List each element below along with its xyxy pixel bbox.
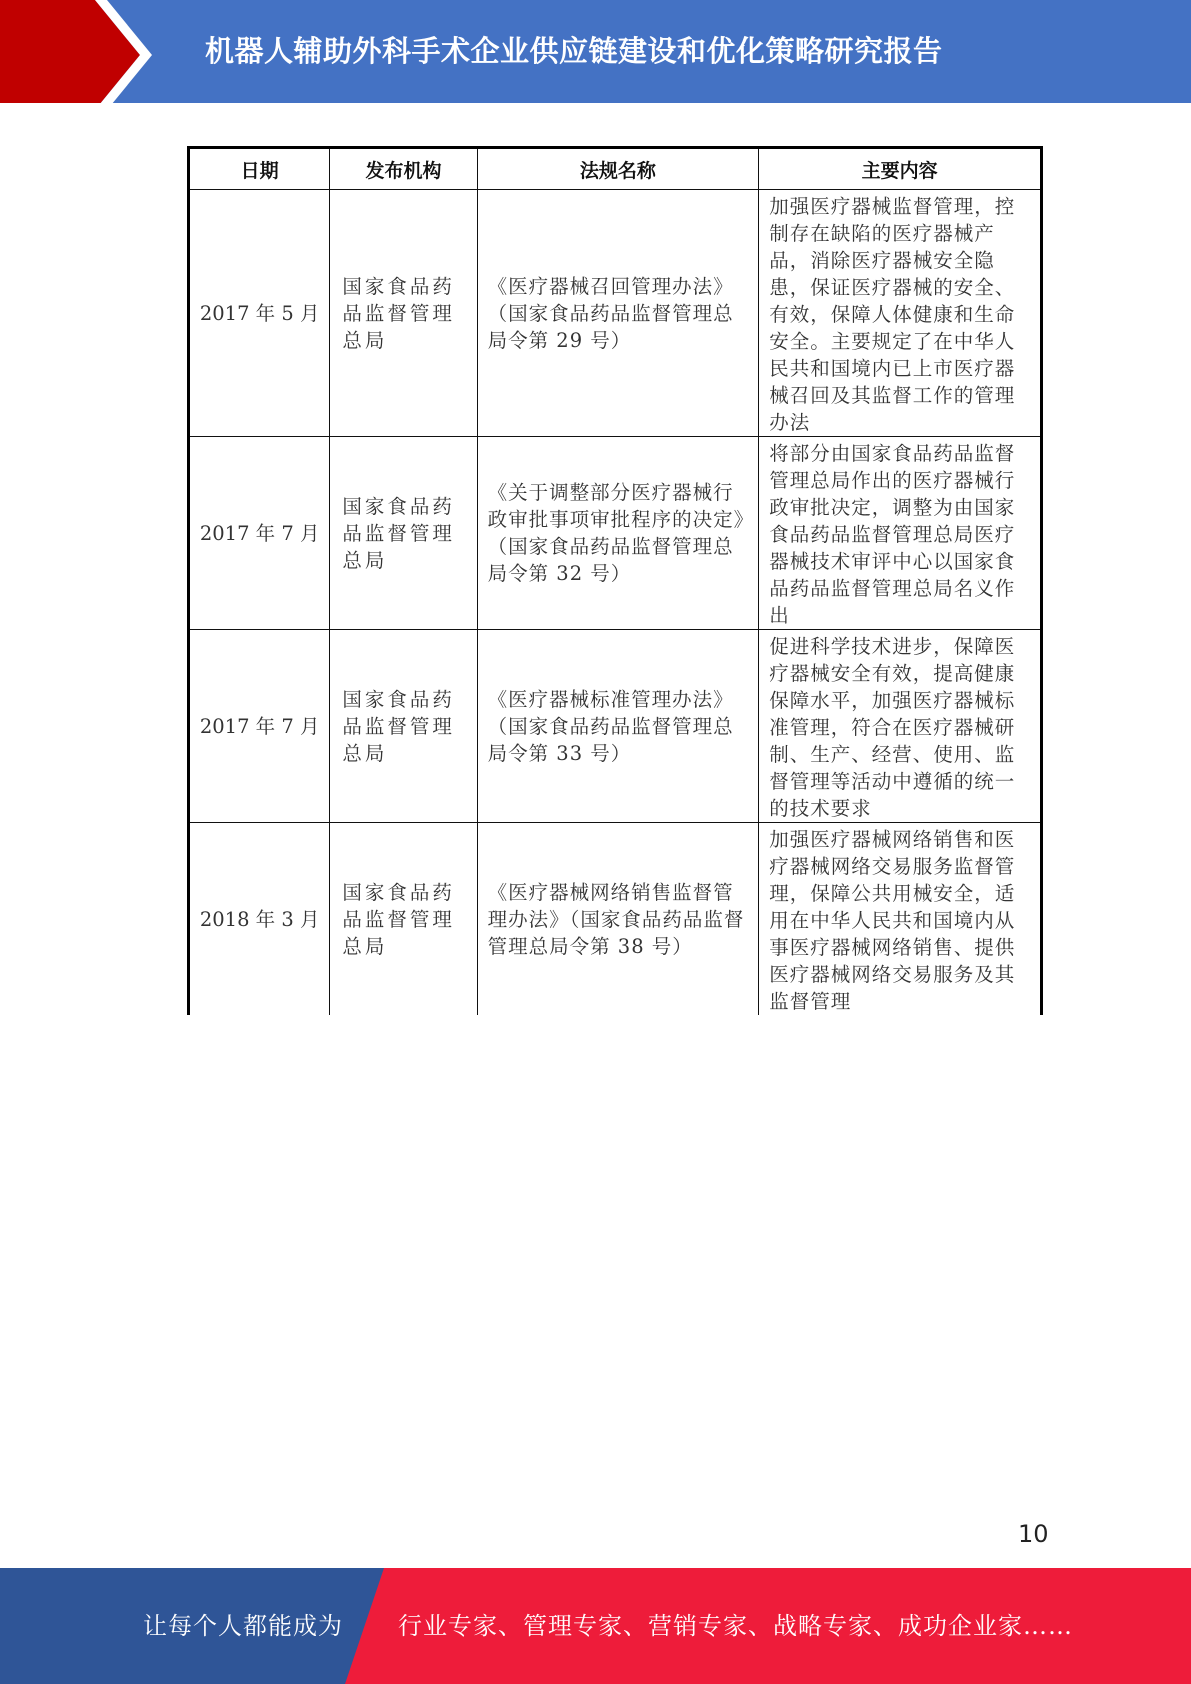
cell-name: 《医疗器械召回管理办法》（国家食品药品监督管理总局令第 29 号） — [477, 190, 759, 437]
cell-date: 2018 年 3 月 — [189, 823, 330, 1016]
footer-slogan-right: 行业专家、管理专家、营销专家、战略专家、成功企业家…… — [398, 1612, 1073, 1640]
cell-org: 国家食品药品监督管理总局 — [330, 190, 477, 437]
table-header-row — [189, 148, 1042, 190]
header-bottom-gap — [0, 103, 1191, 110]
table-row — [189, 823, 1042, 1016]
cell-name: 《关于调整部分医疗器械行政审批事项审批程序的决定》（国家食品药品监督管理总局令第 32 号） — [477, 437, 759, 630]
cell-org: 国家食品药品监督管理总局 — [330, 630, 477, 823]
page-number: 10 — [1018, 1520, 1049, 1548]
table-row — [189, 190, 1042, 437]
cell-content: 将部分由国家食品药品监督管理总局作出的医疗器械行政审批决定，调整为由国家食品药品监督管理总局医疗器械技术审评中心以国家食品药品监督管理总局名义作出 — [759, 437, 1042, 630]
page-footer — [0, 1568, 1191, 1684]
report-title: 机器人辅助外科手术企业供应链建设和优化策略研究报告 — [205, 34, 943, 68]
cell-content: 促进科学技术进步，保障医疗器械安全有效，提高健康保障水平，加强医疗器械标准管理，符合在医疗器械研制、生产、经营、使用、监督管理等活动中遵循的统一的技术要求 — [759, 630, 1042, 823]
table-row — [189, 630, 1042, 823]
cell-content: 加强医疗器械监督管理，控制存在缺陷的医疗器械产品，消除医疗器械安全隐患，保证医疗器械的安全、有效，保障人体健康和生命安全。主要规定了在中华人民共和国境内已上市医疗器械召回及其监督工作的管理办法 — [759, 190, 1042, 437]
header-content: 主要内容 — [759, 148, 1042, 190]
cell-name: 《医疗器械网络销售监督管理办法》（国家食品药品监督管理总局令第 38 号） — [477, 823, 759, 1016]
footer-slogan-left: 让每个人都能成为 — [143, 1612, 343, 1640]
page-header — [0, 0, 1191, 110]
cell-content: 加强医疗器械网络销售和医疗器械网络交易服务监督管理，保障公共用械安全，适用在中华人民共和国境内从事医疗器械网络销售、提供医疗器械网络交易服务及其监督管理 — [759, 823, 1042, 1016]
cell-date: 2017 年 7 月 — [189, 630, 330, 823]
cell-name: 《医疗器械标准管理办法》（国家食品药品监督管理总局令第 33 号） — [477, 630, 759, 823]
cell-date: 2017 年 5 月 — [189, 190, 330, 437]
header-name: 法规名称 — [477, 148, 759, 190]
table-row — [189, 437, 1042, 630]
cell-org: 国家食品药品监督管理总局 — [330, 437, 477, 630]
cell-org: 国家食品药品监督管理总局 — [330, 823, 477, 1016]
regulations-table — [187, 146, 1043, 1015]
header-org: 发布机构 — [330, 148, 477, 190]
header-date: 日期 — [189, 148, 330, 190]
cell-date: 2017 年 7 月 — [189, 437, 330, 630]
